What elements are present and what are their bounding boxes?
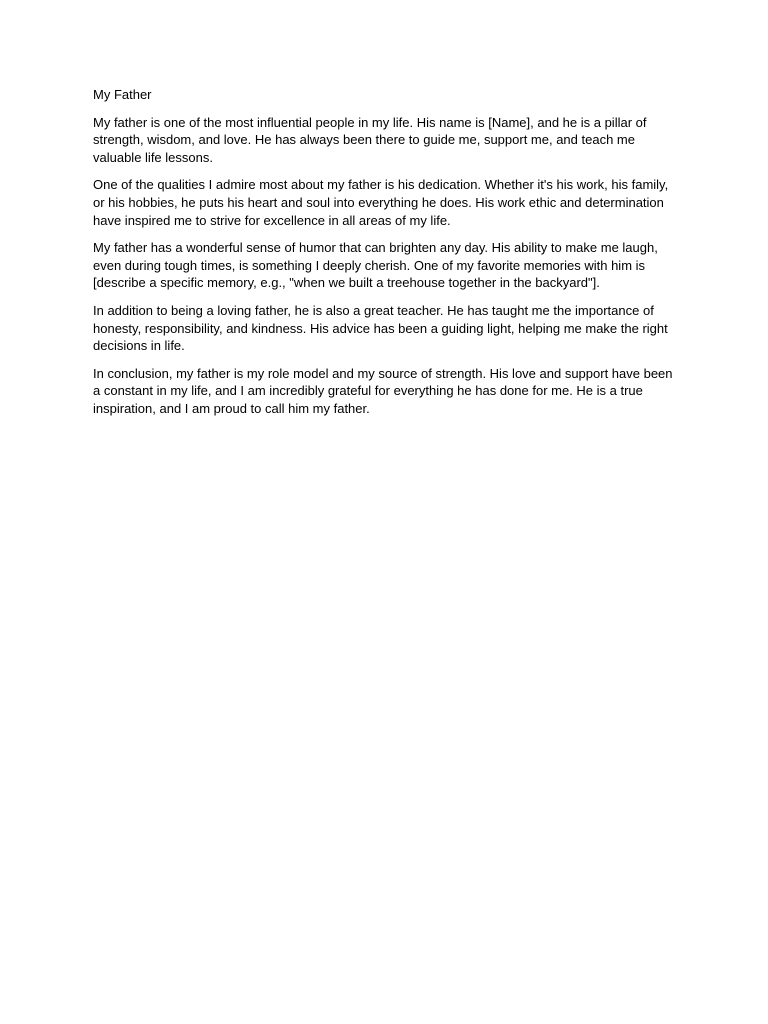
paragraph-5: In conclusion, my father is my role model and my source of strength. His love and support have been a constant in my life, and I am incredibly grateful for everything he has done for me. He is a true inspiration, and I am proud to call him my father. <box>93 365 673 416</box>
paragraph-2: One of the qualities I admire most about my father is his dedication. Whether it's his work, his family, or his hobbies, he puts his heart and soul into everything he does. His work ethic and determination have inspired me to strive for excellence in all areas of my life. <box>93 177 669 228</box>
document-title: My Father <box>93 87 152 102</box>
paragraph-1: My father is one of the most influential people in my life. His name is [Name], and he is a pillar of strength, wisdom, and love. He has always been there to guide me, support me, and teach me valuable life lessons. <box>93 114 647 165</box>
paragraph-3: My father has a wonderful sense of humor that can brighten any day. His ability to make me laugh, even during tough times, is something I deeply cherish. One of my favorite memories with him is [describe a specific memory, e.g., "when we built a treehouse together in the backyard"]. <box>93 240 658 291</box>
document-page <box>93 86 683 428</box>
paragraph-4: In addition to being a loving father, he is also a great teacher. He has taught me the importance of honesty, responsibility, and kindness. His advice has been a guiding light, helping me make the right decisions in life. <box>93 302 668 354</box>
